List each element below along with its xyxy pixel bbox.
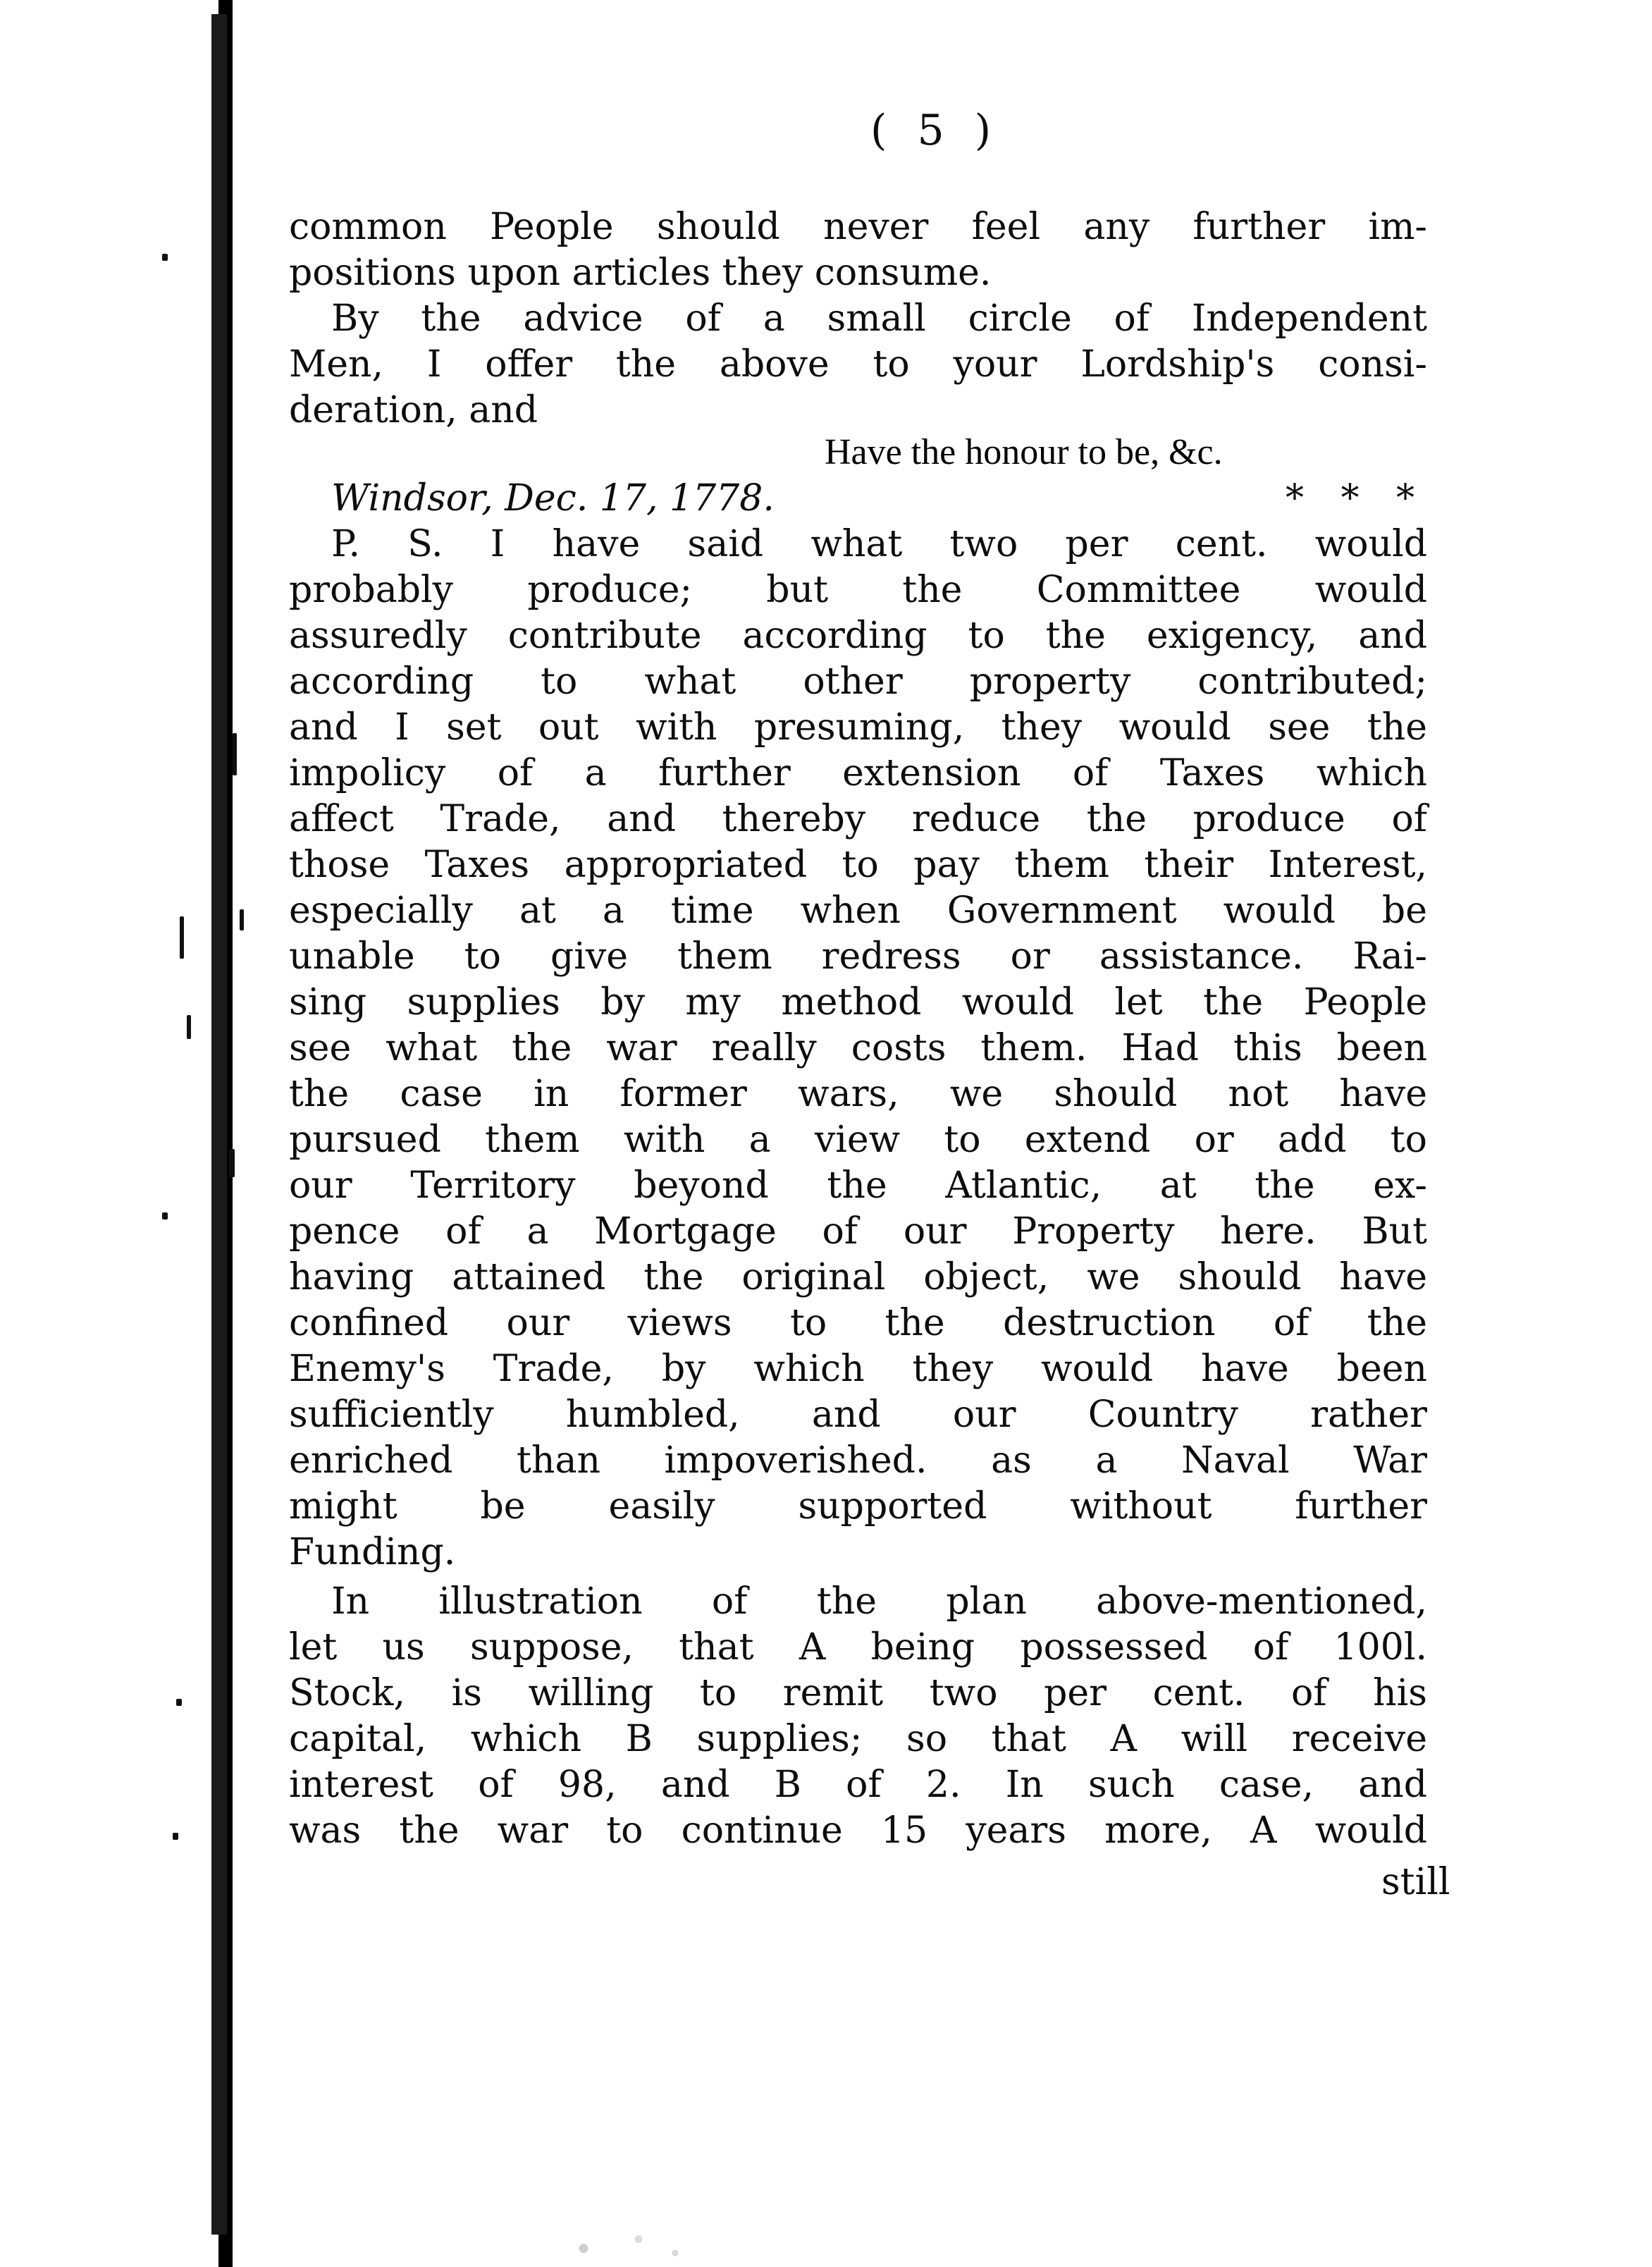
- text-line: sufficiently humbled, and our Country rather: [289, 1394, 1427, 1436]
- text-line: capital, which B supplies; so that A will receive: [289, 1718, 1427, 1760]
- text-line: assuredly contribute according to the exigency, and: [289, 615, 1427, 657]
- left-facing-page-edge: [0, 0, 218, 2267]
- page-mark: [233, 733, 237, 775]
- text-line: enriched than impoverished. as a Naval War: [289, 1439, 1427, 1482]
- page-mark: [176, 1699, 182, 1706]
- text-line: pence of a Mortgage of our Property here. But: [289, 1210, 1427, 1253]
- text-line: according to what other property contributed;: [289, 661, 1427, 703]
- dateline: [331, 476, 1427, 521]
- text-line: affect Trade, and thereby reduce the produce of: [289, 798, 1427, 840]
- asterism: * * *: [1285, 477, 1427, 520]
- text-line: impolicy of a further extension of Taxes which: [289, 752, 1427, 794]
- text-line: common People should never feel any further im-: [289, 206, 1427, 248]
- binding-gutter: [211, 14, 227, 2235]
- page-mark: [240, 909, 244, 930]
- text-line: By the advice of a small circle of Independent: [331, 297, 1427, 340]
- text-line: the case in former wars, we should not have: [289, 1073, 1427, 1115]
- text-line: see what the war really costs them. Had this been: [289, 1027, 1427, 1069]
- text-line: our Territory beyond the Atlantic, at the ex-: [289, 1165, 1427, 1207]
- text-line: Stock, is willing to remit two per cent. of his: [289, 1672, 1427, 1714]
- text-line: probably produce; but the Committee would: [289, 569, 1427, 611]
- text-line: P. S. I have said what two per cent. would: [331, 523, 1427, 565]
- paper-stain: [529, 2220, 712, 2267]
- text-line: might be easily supported without further: [289, 1485, 1427, 1528]
- page-mark: [173, 1833, 178, 1840]
- text-line: positions upon articles they consume.: [289, 252, 992, 294]
- page-mark: [162, 254, 168, 261]
- page-mark: [162, 1212, 168, 1219]
- text-line: pursued them with a view to extend or add to: [289, 1119, 1427, 1161]
- page-mark: [187, 1015, 191, 1039]
- text-line: those Taxes appropriated to pay them their Interest,: [289, 844, 1427, 886]
- text-line: deration, and: [289, 389, 538, 431]
- text-line: Men, I offer the above to your Lordship's consi-: [289, 343, 1427, 386]
- text-line: interest of 98, and B of 2. In such case, and: [289, 1764, 1427, 1806]
- page-mark: [180, 916, 184, 959]
- text-line: Enemy's Trade, by which they would have been: [289, 1348, 1427, 1390]
- text-line: and I set out with presuming, they would see the: [289, 706, 1427, 749]
- place-date: Windsor, Dec. 17, 1778.: [331, 477, 775, 520]
- text-line: having attained the original object, we should have: [289, 1256, 1427, 1298]
- text-line: especially at a time when Government would be: [289, 890, 1427, 932]
- text-line: let us suppose, that A being possessed of 100l.: [289, 1626, 1427, 1669]
- text-line: sing supplies by my method would let the People: [289, 981, 1427, 1024]
- closing-salutation: Have the honour to be, &c.: [825, 432, 1223, 472]
- text-line: confined our views to the destruction of the: [289, 1302, 1427, 1344]
- catchword: still: [1381, 1861, 1450, 1903]
- page-number: ( 5 ): [870, 106, 1000, 155]
- text-line: Funding.: [289, 1531, 456, 1573]
- page-mark: [229, 1149, 235, 1177]
- text-line: In illustration of the plan above-mentioned,: [331, 1580, 1427, 1623]
- text-line: was the war to continue 15 years more, A would: [289, 1810, 1427, 1852]
- text-line: unable to give them redress or assistance. Rai-: [289, 935, 1427, 978]
